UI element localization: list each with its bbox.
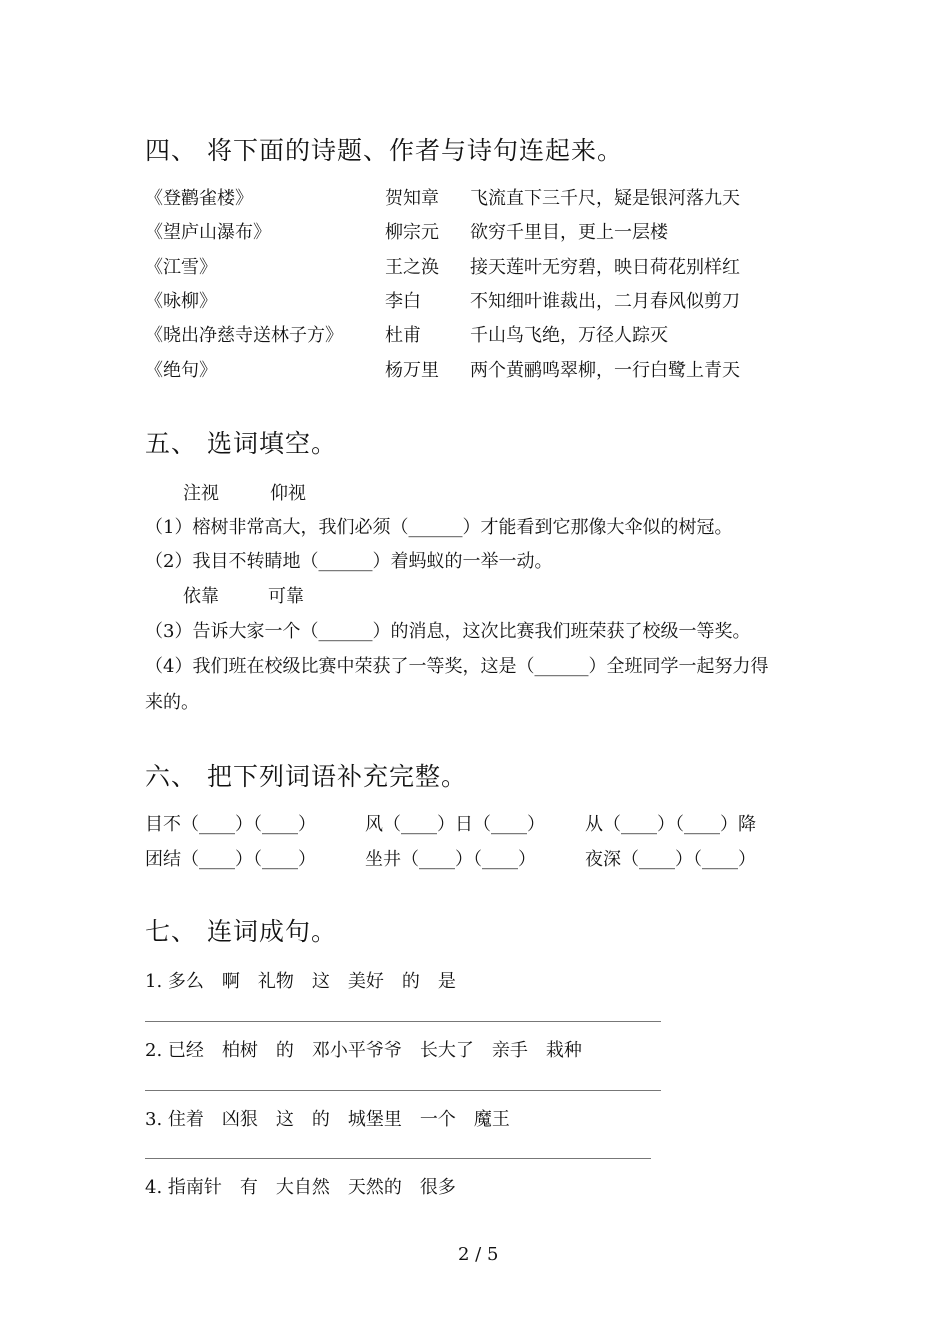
poem-line: 千山鸟飞绝，万径人踪灭 xyxy=(470,325,668,346)
section7-heading xyxy=(145,912,337,948)
idiom-blank: 目不（____）（____） xyxy=(145,814,316,835)
question-3: （3）告诉大家一个（______）的消息，这次比赛我们班荣获了校级一等奖。 xyxy=(145,621,751,642)
question-4-line2: 来的。 xyxy=(145,692,199,713)
answer-line xyxy=(145,1158,651,1159)
answer-line xyxy=(145,1090,661,1091)
section5-number: 五、 xyxy=(145,429,198,458)
poem-author: 王之涣 xyxy=(385,257,439,278)
poem-author: 杜甫 xyxy=(385,325,421,346)
idiom-blank: 从（____）（____）降 xyxy=(585,814,756,835)
poem-line: 欲穷千里目，更上一层楼 xyxy=(470,222,668,243)
idiom-blank: 夜深（____）（____） xyxy=(585,849,756,870)
section6-heading xyxy=(145,757,467,793)
poem-title: 《绝句》 xyxy=(145,360,217,381)
word-choice: 注视 xyxy=(183,483,219,504)
poem-title: 《晓出净慈寺送林子方》 xyxy=(145,325,343,346)
poem-line: 飞流直下三千尺，疑是银河落九天 xyxy=(470,188,740,209)
sentence-item: 1. 多么 啊 礼物 这 美好 的 是 xyxy=(145,971,456,992)
sentence-item: 4. 指南针 有 大自然 天然的 很多 xyxy=(145,1177,456,1198)
idiom-blank: 团结（____）（____） xyxy=(145,849,316,870)
idiom-blank: 坐井（____）（____） xyxy=(365,849,536,870)
word-choice: 依靠 xyxy=(183,586,219,607)
page-number: 2 / 5 xyxy=(458,1244,499,1265)
section4-heading xyxy=(145,131,623,167)
poem-title: 《咏柳》 xyxy=(145,291,217,312)
poem-title: 《江雪》 xyxy=(145,257,217,278)
section6-number: 六、 xyxy=(145,762,198,791)
section5-title: 选词填空。 xyxy=(207,429,338,458)
word-choice: 可靠 xyxy=(268,586,304,607)
section6-title: 把下列词语补充完整。 xyxy=(207,762,468,791)
answer-line xyxy=(145,1021,661,1022)
poem-line: 两个黄鹂鸣翠柳，一行白鹭上青天 xyxy=(470,360,740,381)
poem-author: 柳宗元 xyxy=(385,222,439,243)
sentence-item: 2. 已经 柏树 的 邓小平爷爷 长大了 亲手 栽种 xyxy=(145,1040,582,1061)
question-4-line1: （4）我们班在校级比赛中荣获了一等奖，这是（______）全班同学一起努力得 xyxy=(145,656,769,677)
section4-number: 四、 xyxy=(145,136,198,165)
poem-line: 接天莲叶无穷碧，映日荷花别样红 xyxy=(470,257,740,278)
word-choice: 仰视 xyxy=(270,483,306,504)
question-2: （2）我目不转睛地（______）着蚂蚁的一举一动。 xyxy=(145,551,553,572)
poem-author: 李白 xyxy=(385,291,421,312)
poem-author: 杨万里 xyxy=(385,360,439,381)
section7-number: 七、 xyxy=(145,917,198,946)
poem-author: 贺知章 xyxy=(385,188,439,209)
question-1: （1）榕树非常高大，我们必须（______）才能看到它那像大伞似的树冠。 xyxy=(145,517,733,538)
poem-line: 不知细叶谁裁出，二月春风似剪刀 xyxy=(470,291,740,312)
section7-title: 连词成句。 xyxy=(207,917,338,946)
section5-heading xyxy=(145,424,337,460)
idiom-blank: 风（____）日（____） xyxy=(365,814,545,835)
poem-title: 《登鹳雀楼》 xyxy=(145,188,253,209)
sentence-item: 3. 住着 凶狠 这 的 城堡里 一个 魔王 xyxy=(145,1109,510,1130)
section4-title: 将下面的诗题、作者与诗句连起来。 xyxy=(207,136,624,165)
poem-title: 《望庐山瀑布》 xyxy=(145,222,271,243)
